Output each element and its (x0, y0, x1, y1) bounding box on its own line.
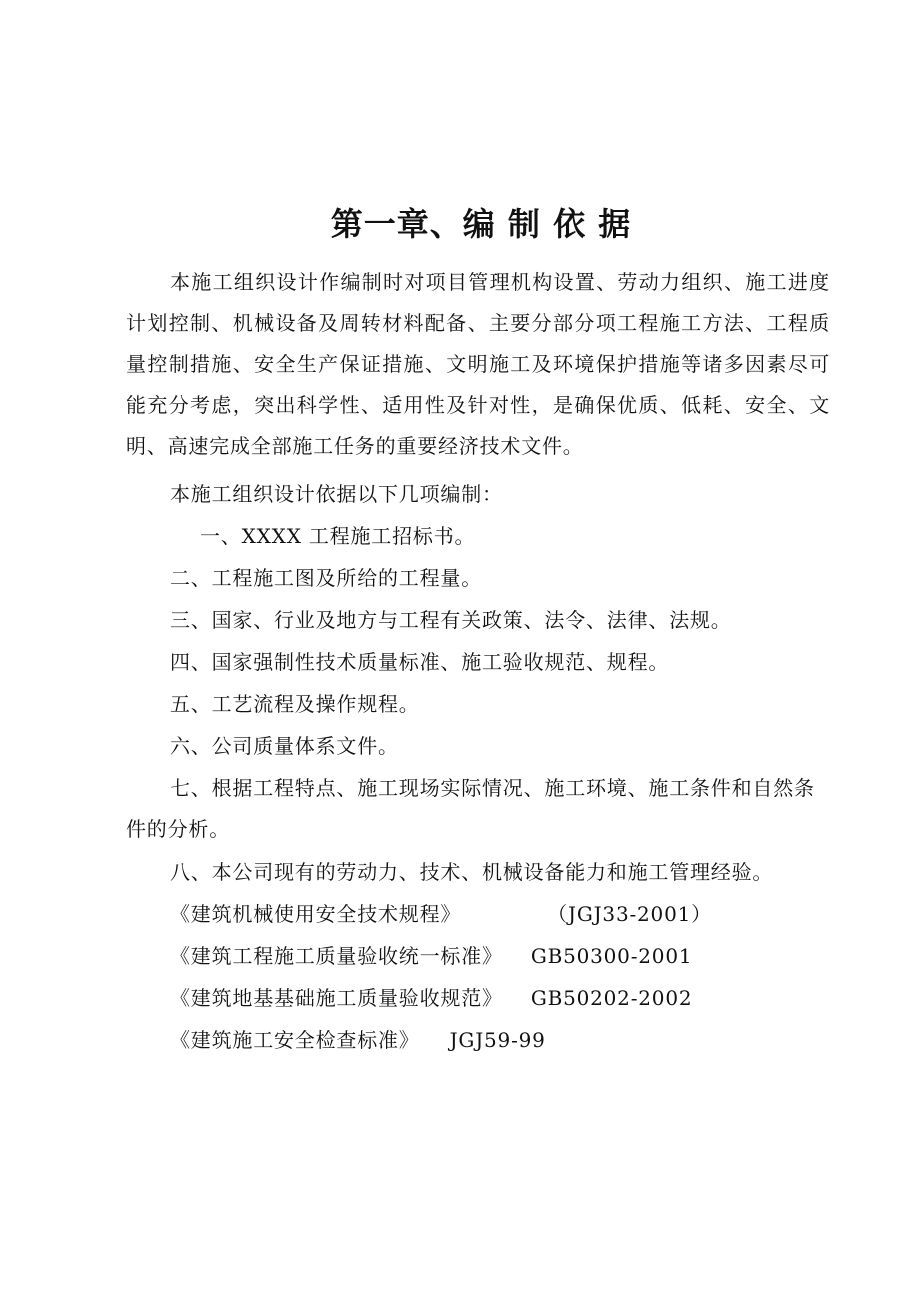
basis-item-3: 三、国家、行业及地方与工程有关政策、法令、法律、法规。 (170, 608, 732, 632)
standard-code: GB50202-2002 (530, 986, 693, 1010)
basis-item-6: 六、公司质量体系文件。 (170, 734, 399, 758)
basis-intro: 本施工组织设计依据以下几项编制： (170, 482, 503, 506)
basis-item-8: 八、本公司现有的劳动力、技术、机械设备能力和施工管理经验。 (170, 860, 774, 884)
basis-item-2: 二、工程施工图及所给的工程量。 (170, 566, 482, 590)
standard-code: GB50300-2001 (530, 944, 693, 968)
standard-4 (126, 1020, 546, 1061)
chapter-title: 第一章、编 制 依 据 (330, 205, 632, 243)
basis-item-5: 五、工艺流程及操作规程。 (170, 692, 420, 716)
basis-item-4: 四、国家强制性技术质量标准、施工验收规范、规程。 (170, 650, 670, 674)
standard-1 (126, 894, 712, 935)
intro-paragraph: 本施工组织设计作编制时对项目管理机构设置、劳动力组织、施工进度计划控制、机械设备及周转材料配备、主要分部分项工程施工方法、工程质量控制措施、安全生产保证措施、文明施工及环境保护措施等诸多因素尽可能充分考虑，突出科学性、适用性及针对性，是确保优质、低耗、安全、文明、高速完成全部施工任务的重要经济技术文件。 (126, 270, 830, 458)
standard-name: 《建筑施工安全检查标准》 (170, 1028, 420, 1052)
standard-name: 《建筑机械使用安全技术规程》 (170, 902, 462, 926)
basis-item-7: 七、根据工程特点、施工现场实际情况、施工环境、施工条件和自然条件的分析。 (126, 776, 815, 841)
standard-name: 《建筑地基基础施工质量验收规范》 (170, 986, 503, 1010)
standard-name: 《建筑工程施工质量验收统一标准》 (170, 944, 503, 968)
basis-item-1: 一、XXXX 工程施工招标书。 (200, 524, 476, 548)
standard-code: （JGJ33-2001） (547, 902, 712, 926)
standard-2 (126, 936, 692, 977)
standard-code: JGJ59-99 (449, 1028, 546, 1052)
standard-3 (126, 978, 692, 1019)
